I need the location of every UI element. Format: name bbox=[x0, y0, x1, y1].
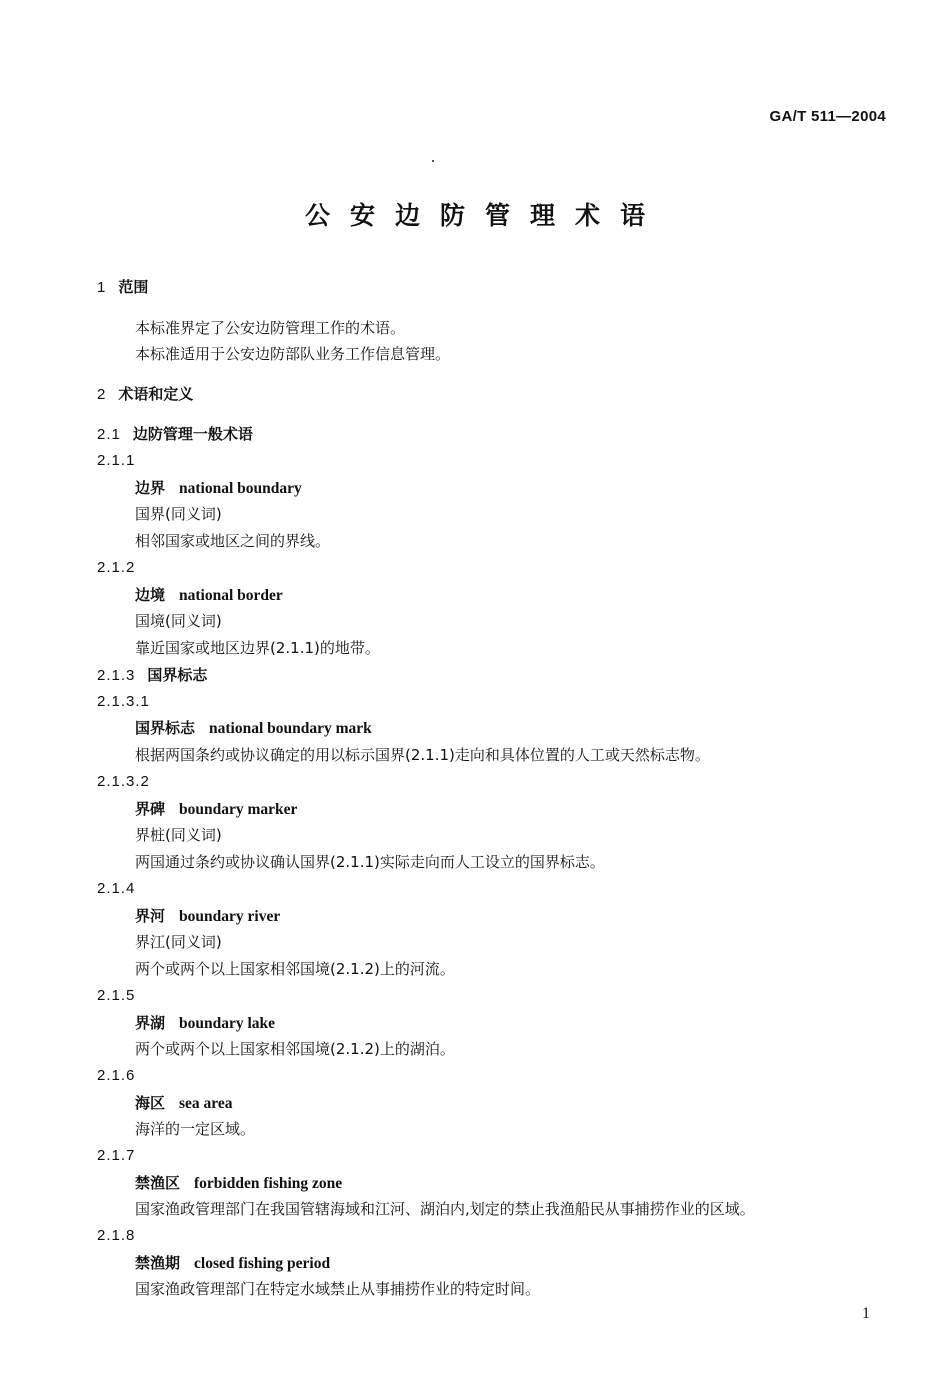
term-english: boundary river bbox=[179, 908, 281, 925]
term-chinese: 界湖 bbox=[135, 1014, 166, 1032]
subsection-heading bbox=[97, 424, 253, 445]
subsection-number: 2.1 bbox=[97, 426, 121, 443]
term-number: 2.1.3.1 bbox=[97, 693, 150, 710]
term-number: 2.1.5 bbox=[97, 987, 136, 1004]
term-number: 2.1.3 bbox=[97, 667, 136, 684]
term-definition: 两个或两个以上国家相邻国境(2.1.2)上的湖泊。 bbox=[135, 1040, 455, 1058]
term-synonym: 界江(同义词) bbox=[135, 933, 222, 951]
paragraph: 本标准适用于公安边防部队业务工作信息管理。 bbox=[135, 345, 451, 363]
term-english: sea area bbox=[179, 1095, 233, 1112]
section-title: 术语和定义 bbox=[118, 385, 194, 403]
term-entry bbox=[135, 906, 280, 927]
subsection-title: 边防管理一般术语 bbox=[132, 425, 253, 443]
term-number: 2.1.7 bbox=[97, 1147, 136, 1164]
section-number: 2 bbox=[97, 386, 107, 403]
term-entry bbox=[135, 718, 372, 739]
term-number: 2.1.6 bbox=[97, 1067, 136, 1084]
section-number: 1 bbox=[97, 279, 107, 296]
term-chinese: 海区 bbox=[135, 1094, 166, 1112]
term-number: 2.1.4 bbox=[97, 880, 136, 897]
term-english: closed fishing period bbox=[194, 1255, 331, 1272]
term-chinese: 边境 bbox=[135, 586, 166, 604]
term-number: 2.1.1 bbox=[97, 452, 136, 469]
scan-speck bbox=[432, 160, 434, 162]
term-chinese: 国界标志 bbox=[135, 719, 196, 737]
term-definition: 相邻国家或地区之间的界线。 bbox=[135, 532, 331, 550]
term-chinese: 禁渔区 bbox=[135, 1174, 181, 1192]
standard-code: GA/T 511—2004 bbox=[769, 108, 886, 125]
term-synonym: 界桩(同义词) bbox=[135, 826, 222, 844]
term-english: forbidden fishing zone bbox=[194, 1175, 343, 1192]
term-chinese: 界河 bbox=[135, 907, 166, 925]
subsection-heading bbox=[97, 665, 207, 686]
term-entry bbox=[135, 585, 283, 606]
term-definition: 两个或两个以上国家相邻国境(2.1.2)上的河流。 bbox=[135, 960, 455, 978]
term-definition: 海洋的一定区域。 bbox=[135, 1120, 256, 1138]
page-number: 1 bbox=[862, 1305, 870, 1322]
term-entry bbox=[135, 1013, 275, 1034]
term-number: 2.1.2 bbox=[97, 559, 136, 576]
term-english: national border bbox=[179, 587, 283, 604]
term-chinese: 界碑 bbox=[135, 800, 166, 818]
term-english: boundary lake bbox=[179, 1015, 276, 1032]
term-synonym: 国境(同义词) bbox=[135, 612, 222, 630]
term-definition: 靠近国家或地区边界(2.1.1)的地带。 bbox=[135, 639, 380, 657]
term-definition: 两国通过条约或协议确认国界(2.1.1)实际走向而人工设立的国界标志。 bbox=[135, 853, 605, 871]
term-entry bbox=[135, 1173, 342, 1194]
term-chinese: 禁渔期 bbox=[135, 1254, 181, 1272]
term-definition: 国家渔政管理部门在特定水域禁止从事捕捞作业的特定时间。 bbox=[135, 1280, 541, 1298]
subsection-title: 国界标志 bbox=[147, 666, 208, 684]
term-english: national boundary bbox=[179, 480, 302, 497]
term-chinese: 边界 bbox=[135, 479, 166, 497]
section-heading bbox=[97, 277, 148, 298]
term-number: 2.1.3.2 bbox=[97, 773, 150, 790]
document-title: 公安边防管理术语 bbox=[304, 201, 665, 230]
term-number: 2.1.8 bbox=[97, 1227, 136, 1244]
term-definition: 根据两国条约或协议确定的用以标示国界(2.1.1)走向和具体位置的人工或天然标志物。 bbox=[135, 746, 710, 764]
section-heading bbox=[97, 384, 193, 405]
section-title: 范围 bbox=[118, 278, 149, 296]
term-entry bbox=[135, 1093, 233, 1114]
term-english: national boundary mark bbox=[209, 720, 372, 737]
term-entry bbox=[135, 799, 297, 820]
term-entry bbox=[135, 1253, 330, 1274]
paragraph: 本标准界定了公安边防管理工作的术语。 bbox=[135, 319, 406, 337]
term-synonym: 国界(同义词) bbox=[135, 505, 222, 523]
term-definition: 国家渔政管理部门在我国管辖海域和江河、湖泊内,划定的禁止我渔船民从事捕捞作业的区域。 bbox=[135, 1200, 755, 1218]
term-entry bbox=[135, 478, 302, 499]
term-english: boundary marker bbox=[179, 801, 298, 818]
